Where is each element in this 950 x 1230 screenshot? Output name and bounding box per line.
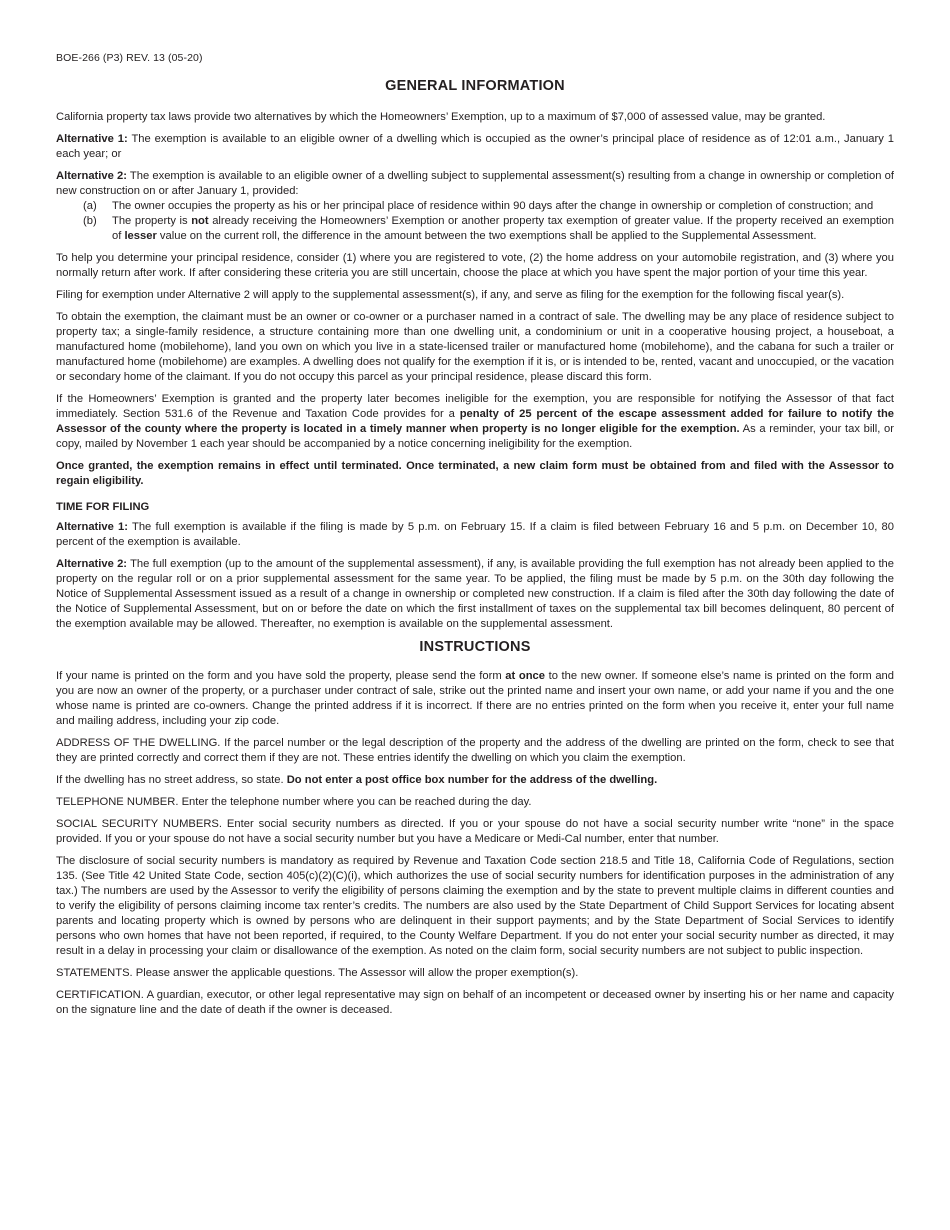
condition-b-text-part1: The property is (112, 215, 192, 227)
condition-b-label: (b) (83, 215, 97, 227)
statements-paragraph: STATEMENTS. Please answer the applicable questions. The Assessor will allow the proper exemption(s). (56, 967, 579, 979)
condition-b-text-part2: already receiving the Homeowners’ Exemption or another property tax exemption of greater value. If the property received an exemption of (112, 215, 894, 242)
alternative-2-conditions (56, 199, 894, 244)
certification-paragraph: CERTIFICATION. A guardian, executor, or other legal representative may sign on behalf of an incompetent or deceased owner by inserting his or her name and capacity on the signature line and the date of death if the owner is deceased. (56, 989, 894, 1016)
form-id: BOE-266 (P3) REV. 13 (05-20) (56, 52, 203, 64)
ineligibility-penalty: penalty of 25 percent of the escape assessment added for failure to notify the Assessor of the county where the property is located in a timely manner when property is no longer eligible for the exemption. (56, 408, 894, 435)
condition-b-lesser: lesser (124, 230, 157, 242)
ineligibility-text-part2: As a reminder, your tax bill, or copy, mailed by November 1 each year should be accompanied by a notice concerning ineligibility for the exemption. (56, 423, 894, 450)
filing-alternative-1-text: The full exemption is available if the filing is made by 5 p.m. on February 15. If a claim is filed between February 16 and 5 p.m. on December 10, 80 percent of the exemption is available. (56, 521, 894, 548)
telephone-number-paragraph: TELEPHONE NUMBER. Enter the telephone number where you can be reached during the day. (56, 796, 532, 808)
name-instructions-part1: If your name is printed on the form and you have sold the property, please send the form (56, 670, 506, 682)
condition-b-text (112, 214, 894, 244)
alternative-1-paragraph (56, 132, 894, 162)
filing-alternative-2-paragraph: Filing for exemption under Alternative 2 will apply to the supplemental assessment(s), if any, and serve as filing for the exemption for the following fiscal year(s). (56, 289, 845, 301)
ineligibility-paragraph (56, 392, 894, 452)
social-security-numbers-paragraph: SOCIAL SECURITY NUMBERS. Enter social security numbers as directed. If you or your spouse do not have a social security number write “none” in the space provided. If you or your spouse do not have a social security number but you have a Medicare or Medi-Cal number, enter that number. (56, 818, 894, 845)
filing-alternative-2-detail-paragraph (56, 557, 894, 632)
condition-b (56, 214, 894, 244)
filing-alternative-2-text: The full exemption (up to the amount of the supplemental assessment), if any, is available providing the full exemption has not already been applied to the property on the regular roll or on a prior supplemental assessment for the same year. To be applied, the filing must be made by 5 p.m. on the 30th day following the Notice of Supplemental Assessment issued as a result of a change in ownership or completed new construction. If a claim is filed after the 30th day following the date of the Notice of Supplemental Assessment, but on or before the date on which the first installment of taxes on the supplemental tax bill becomes delinquent, 80 percent of the exemption available may be allowed. Thereafter, no exemption is available on the supplemental assessment. (56, 558, 894, 630)
alternative-2-paragraph (56, 169, 894, 199)
once-granted-text: Once granted, the exemption remains in effect until terminated. Once terminated, a new claim form must be obtained from and filed with the Assessor to regain eligibility. (56, 460, 894, 487)
general-information-heading: GENERAL INFORMATION (385, 78, 565, 94)
alternative-2-text: The exemption is available to an eligible owner of a dwelling subject to supplemental assessment(s) resulting from a change in ownership or completion of new construction on or after January 1, provided: (56, 170, 894, 197)
alternative-1-label: Alternative 1: (56, 133, 128, 145)
name-instructions-at-once: at once (505, 670, 545, 682)
alternative-1-text: The exemption is available to an eligible owner of a dwelling which is occupied as the owner’s principal place of residence as of 12:01 a.m., January 1 each year; or (56, 133, 894, 160)
filing-alternative-1-label: Alternative 1: (56, 521, 128, 533)
alternative-2-label: Alternative 2: (56, 170, 127, 182)
condition-a-label: (a) (83, 200, 97, 212)
filing-alternative-2-label: Alternative 2: (56, 558, 128, 570)
general-intro: California property tax laws provide two alternatives by which the Homeowners’ Exemption, up to a maximum of $7,000 of assessed value, may be granted. (56, 111, 826, 123)
ssn-disclosure-paragraph: The disclosure of social security numbers is mandatory as required by Revenue and Taxation Code section 218.5 and Title 18, California Code of Regulations, section 135. (See Title 42 United State Code, section 405(c)(2)(C)(i), which authorizes the use of social security numbers for identification purposes in the administration of any tax.) The numbers are used by the Assessor to verify the eligibility of persons claiming the exemption and by the state to prevent multiple claims in different counties and to verify the eligibility of persons claiming income tax renter’s credits. The numbers are also used by the State Department of Child Support Services for locating absent parents and locating property which is owned by persons who are delinquent in their support payments; and by the State Department of Social Services to identify persons who own homes that have not been reported, if required, to the County Welfare Department. If you do not enter your social security number as directed, it may result in a delay in processing your claim or disallowance of the exemption. As noted on the claim form, social security numbers are not subject to public inspection. (56, 855, 894, 957)
instructions-heading: INSTRUCTIONS (419, 639, 531, 655)
no-street-address-text: If the dwelling has no street address, so state. (56, 774, 287, 786)
condition-a (56, 199, 894, 214)
principal-residence-paragraph: To help you determine your principal residence, consider (1) where you are registered to vote, (2) the home address on your automobile registration, and (3) where you normally return after work. If after considering these criteria you are still uncertain, choose the place at which you have spent the major portion of your time this year. (56, 252, 894, 279)
name-instructions-part2: to the new owner. If someone else’s name is printed on the form and you are now an owner of the property, or a purchaser under contract of sale, strike out the printed name and insert your own name, or add your name if you and the one whose name is printed are co-owners. Change the printed address if it is incorrect. If there are no entries printed on the form when you receive it, enter your full name and mailing address, including your zip code. (56, 670, 894, 727)
no-street-address-paragraph (56, 773, 894, 788)
condition-a-text: The owner occupies the property as his or her principal place of residence within 90 days after the change in ownership or completion of construction; and (112, 200, 874, 212)
time-for-filing-heading: TIME FOR FILING (56, 501, 150, 513)
condition-b-text-part3: value on the current roll, the difference in the amount between the two exemptions shall be applied to the Supplemental Assessment. (156, 230, 817, 242)
address-of-dwelling-paragraph: ADDRESS OF THE DWELLING. If the parcel number or the legal description of the property and the address of the dwelling are printed on the form, check to see that they are printed correctly and correct them if they are not. These entries identify the dwelling on which you claim the exemption. (56, 737, 894, 764)
condition-b-not: not (191, 215, 209, 227)
eligibility-paragraph: To obtain the exemption, the claimant must be an owner or co-owner or a purchaser named in a contract of sale. The dwelling may be any place of residence subject to property tax; a single-family residence, a structure containing more than one dwelling unit, a condominium or unit in a cooperative housing project, a houseboat, a manufactured home (mobilehome), land you own on which you live in a state-licensed trailer or manufactured home (mobilehome), and the cabana for such a trailer or manufactured home (mobilehome) are examples. A dwelling does not qualify for the exemption if it is, or is intended to be, rented, vacant and unoccupied, or the vacation or secondary home of the claimant. If you do not occupy this parcel as your principal residence, please discard this form. (56, 311, 894, 383)
no-po-box-warning: Do not enter a post office box number for the address of the dwelling. (286, 774, 658, 786)
ineligibility-text-part1: If the Homeowners’ Exemption is granted and the property later becomes ineligible for the exemption, you are responsible for notifying the Assessor of that fact immediately. Section 531.6 of the Revenue and Taxation Code provides for a (56, 393, 894, 420)
filing-alternative-1-paragraph (56, 520, 894, 550)
once-granted-paragraph (56, 459, 894, 489)
name-instructions-paragraph (56, 669, 894, 729)
